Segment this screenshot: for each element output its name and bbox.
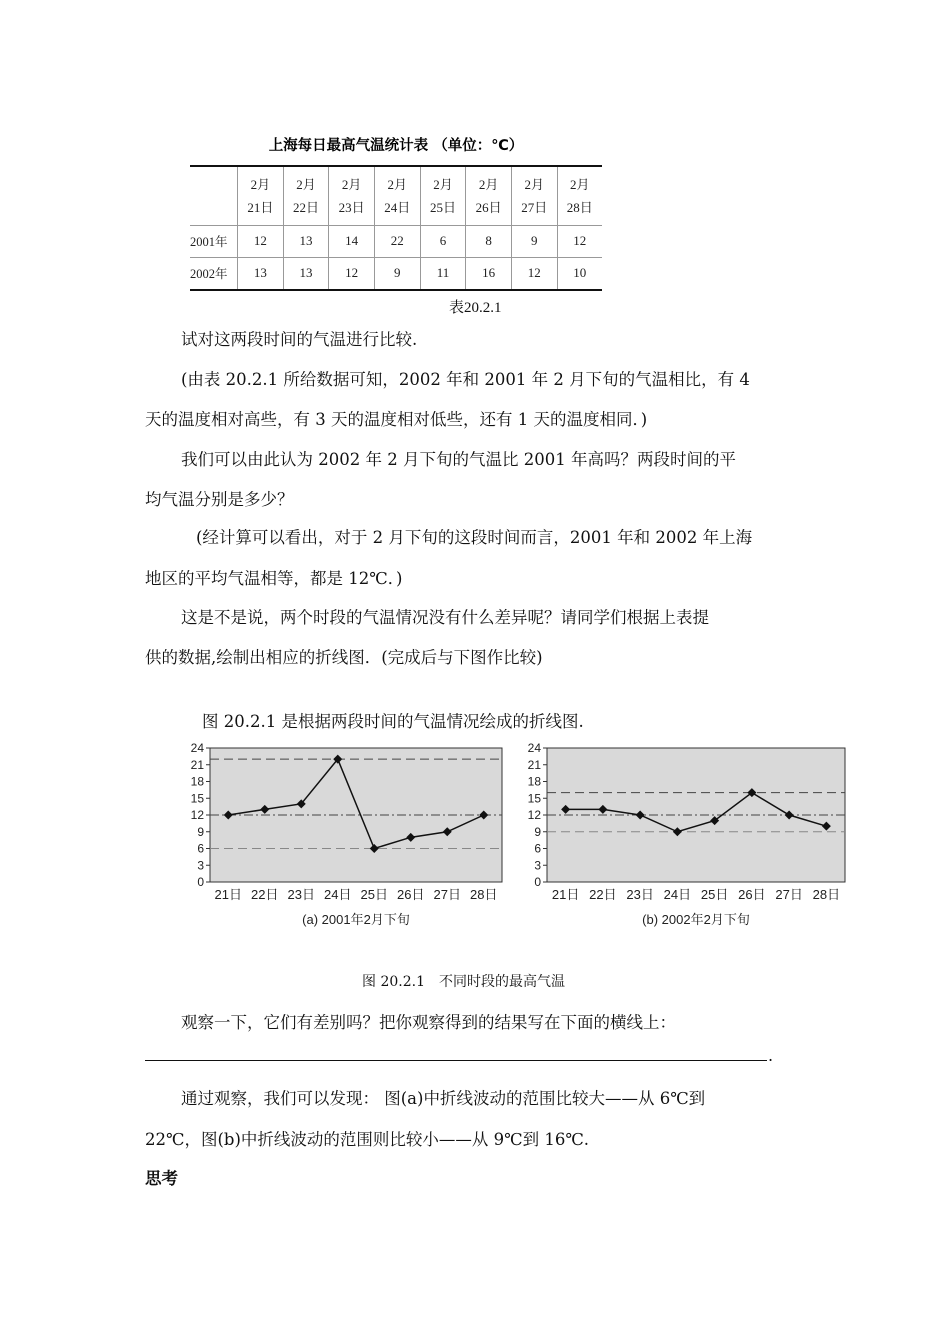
header-cell: 2月 25日 [420, 167, 466, 225]
table-row-2002 [190, 257, 602, 290]
table-cell: 22 [374, 225, 420, 257]
answer-blank-line[interactable] [145, 1060, 767, 1061]
x-tick-label: 27日 [433, 887, 461, 902]
table-cell: 13 [283, 225, 329, 257]
paragraph-compare-prompt: 试对这两段时间的气温进行比较. [181, 330, 418, 349]
y-tick-label: 6 [534, 841, 541, 856]
answer-line-period: . [768, 1046, 774, 1065]
header-cell: 2月 21日 [238, 167, 284, 225]
paragraph-analysis-line1: (由表 20.2.1 所给数据可知，2002 年和 2001 年 2 月下旬的气温相比，有 4 [181, 370, 750, 389]
plot-area [210, 748, 502, 882]
chart-a-2001 [186, 742, 511, 938]
x-tick-label: 25日 [360, 887, 388, 902]
paragraph-figure-intro: 图 20.2.1 是根据两段时间的气温情况绘成的折线图. [202, 712, 584, 731]
x-tick-label: 23日 [287, 887, 315, 902]
y-tick-label: 15 [190, 791, 204, 806]
chart-subtitle: (b) 2002年2月下旬 [642, 912, 750, 927]
y-tick-label: 6 [197, 841, 204, 856]
header-cell: 2月 26日 [466, 167, 512, 225]
table-cell: 14 [329, 225, 375, 257]
x-tick-label: 21日 [214, 887, 242, 902]
x-tick-label: 26日 [738, 887, 766, 902]
y-tick-label: 0 [197, 875, 204, 889]
x-tick-label: 25日 [700, 887, 729, 902]
header-cell: 2月 23日 [329, 167, 375, 225]
y-tick-label: 21 [190, 757, 204, 772]
table-cell: 12 [511, 257, 557, 290]
chart-a-container [186, 742, 511, 942]
table-caption: 表20.2.1 [449, 300, 502, 316]
x-tick-label: 27日 [775, 887, 803, 902]
table-cell: 6 [420, 225, 466, 257]
table-cell: 8 [466, 225, 512, 257]
paragraph-difference-line2: 供的数据,绘制出相应的折线图．(完成后与下图作比较) [145, 648, 543, 667]
table-cell: 13 [283, 257, 329, 290]
x-tick-label: 24日 [324, 887, 352, 902]
y-tick-label: 9 [197, 824, 204, 839]
y-tick-label: 24 [190, 742, 204, 755]
y-tick-label: 12 [190, 808, 204, 822]
table-cell: 16 [466, 257, 512, 290]
y-tick-label: 9 [534, 824, 541, 839]
chart-b-container [523, 742, 853, 942]
temperature-table [190, 167, 602, 291]
chart-subtitle: (a) 2001年2月下旬 [302, 912, 410, 927]
heading-think: 思考 [145, 1169, 178, 1188]
paragraph-finding-line1: 通过观察，我们可以发现： 图(a)中折线波动的范围比较大——从 6℃到 [181, 1089, 706, 1108]
header-cell: 2月 28日 [557, 167, 602, 225]
table-cell: 12 [557, 225, 602, 257]
paragraph-finding-line2: 22℃，图(b)中折线波动的范围则比较小——从 9℃到 16℃. [145, 1130, 590, 1149]
table-cell: 13 [238, 257, 284, 290]
table-cell: 9 [511, 225, 557, 257]
x-tick-label: 22日 [589, 887, 617, 902]
table-title: 上海每日最高气温统计表 （单位：℃） [268, 138, 524, 154]
paragraph-analysis-line2: 天的温度相对高些，有 3 天的温度相对低些，还有 1 天的温度相同．) [145, 410, 648, 429]
paragraph-observe: 观察一下，它们有差别吗？把你观察得到的结果写在下面的横线上： [181, 1013, 676, 1032]
x-tick-label: 28日 [812, 887, 841, 902]
x-tick-label: 26日 [397, 887, 425, 902]
paragraph-average-line1: (经计算可以看出，对于 2 月下旬的这段时间而言，2001 年和 2002 年上海 [196, 528, 753, 547]
header-cell: 2月 27日 [511, 167, 557, 225]
y-tick-label: 3 [534, 858, 541, 873]
y-tick-label: 18 [527, 774, 541, 789]
table-cell: 9 [374, 257, 420, 290]
y-tick-label: 18 [190, 774, 204, 789]
x-tick-label: 24日 [663, 887, 692, 902]
header-cell: 2月 24日 [374, 167, 420, 225]
paragraph-average-line2: 地区的平均气温相等，都是 12℃．) [145, 569, 403, 588]
row-label: 2001年 [190, 225, 238, 257]
x-tick-label: 23日 [626, 887, 654, 902]
y-tick-label: 3 [197, 858, 204, 873]
header-cell: 2月 22日 [283, 167, 329, 225]
table-corner-cell [190, 167, 238, 225]
x-tick-label: 22日 [251, 887, 279, 902]
table-row-2001 [190, 225, 602, 257]
y-tick-label: 24 [527, 742, 541, 755]
table-cell: 10 [557, 257, 602, 290]
chart-b-2002 [523, 742, 853, 938]
paragraph-difference-line1: 这是不是说，两个时段的气温情况没有什么差异呢？请同学们根据上表提 [181, 608, 709, 627]
table-cell: 11 [420, 257, 466, 290]
row-label: 2002年 [190, 257, 238, 290]
x-tick-label: 28日 [470, 887, 498, 902]
figure-caption: 图 20.2.1 不同时段的最高气温 [362, 974, 565, 990]
paragraph-question-line2: 均气温分别是多少？ [145, 490, 294, 509]
table-cell: 12 [238, 225, 284, 257]
y-tick-label: 15 [527, 791, 541, 806]
x-tick-label: 21日 [551, 887, 580, 902]
y-tick-label: 21 [527, 757, 541, 772]
y-tick-label: 0 [534, 875, 541, 889]
table-cell: 12 [329, 257, 375, 290]
y-tick-label: 12 [527, 808, 541, 822]
paragraph-question-line1: 我们可以由此认为 2002 年 2 月下旬的气温比 2001 年高吗？两段时间的平 [181, 450, 736, 469]
